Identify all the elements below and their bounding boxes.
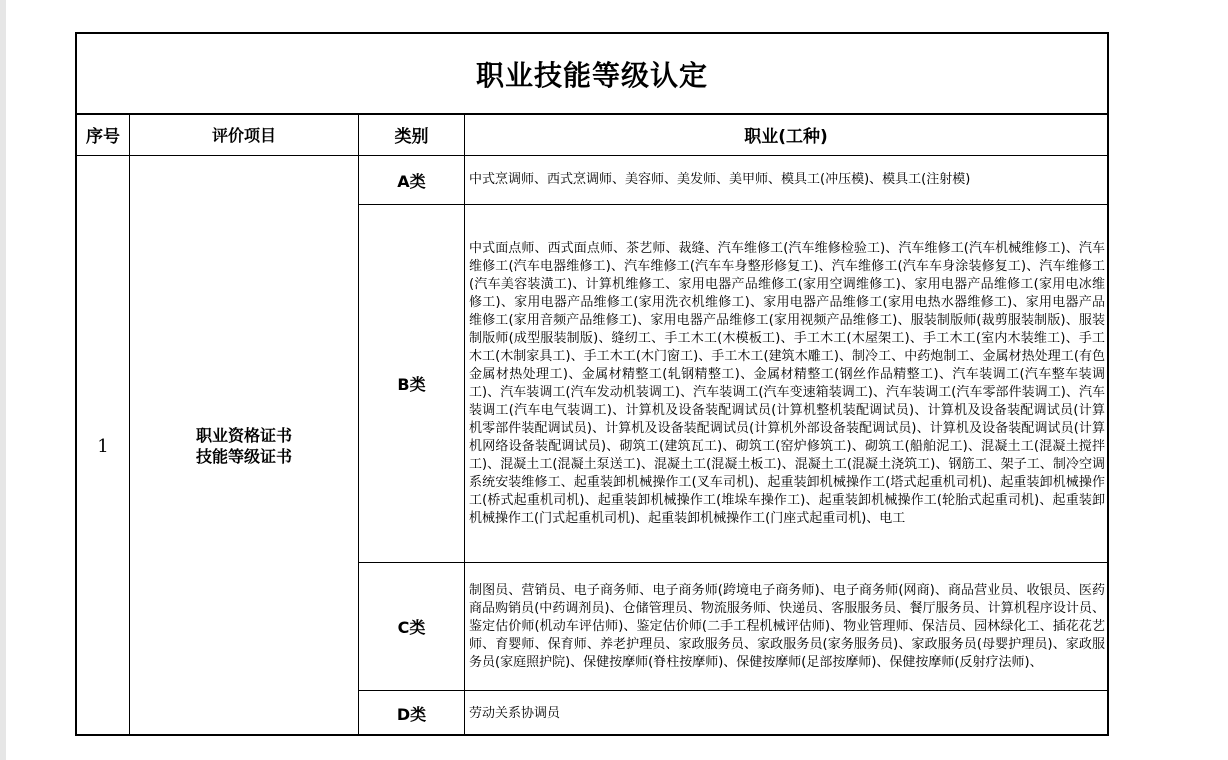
certificate-type bbox=[130, 156, 358, 736]
certificate-line-2: 技能等级证书 bbox=[195, 447, 292, 466]
category-a-occupations: 中式烹调师、西式烹调师、美容师、美发师、美甲师、模具工(冲压模)、模具工(注射模) bbox=[469, 172, 971, 187]
window-left-edge bbox=[0, 0, 6, 760]
category-d-occupations: 劳动关系协调员 bbox=[469, 705, 561, 721]
category-b-occupations: 中式面点师、西式面点师、茶艺师、裁缝、汽车维修工(汽车维修检验工)、汽车维修工(汽车机械维修工)、汽车维修工(汽车电器维修工)、汽车维修工(汽车车身整形修复工)、汽车维修工(汽车车身涂装修复工)、汽车维修工(汽车美容装潢工)、计算机维修工、家用电器产品维修工(家用空调维修工)、家用电器产品维修工(家用电冰维修工)、家用电器产品维修工(家用洗衣机维修工)、家用电器产品维修工(家用电热水器维修工)、家用电器产品维修工(家用音频产品维修工)、家用电器产品维修工(家用视频产品维修工)、服装制版师(裁剪服装制版)、服装制版师(成型服装制版)、缝纫工、手工木工(木模板工)、手工木工(木屋架工)、手工木工(室内木装维工)、手工木工(木制家具工)、手工木工(木门窗工)、手工木工(建筑木雕工)、制冷工、中药炮制工、金属材热处理工(有色金属材热处理工)、金属材精整工(轧钢精整工)、金属材精整工(钢丝作品精整工)、汽车装调工(汽车整车装调工)、汽车装调工(汽车发动机装调工)、汽车装调工(汽车变速箱装调工)、汽车装调工(汽车零部件装调工)、汽车装调工(汽车电气装调工)、计算机及设备装配调试员(计算机整机装配调试员)、计算机及设备装配调试员(计算机零部件装配调试员)、计算机及设备装配调试员(计算机外部设备装配调试员)、计算机及设备装配调试员(计算机网络设备装配调试员)、砌筑工(建筑瓦工)、砌筑工(窑炉修筑工)、砌筑工(船舶泥工)、混凝土工(混凝土搅拌工)、混凝土工(混凝土泵送工)、混凝土工(混凝土板工)、混凝土工(混凝土浇筑工)、钢筋工、架子工、制冷空调系统安装维修工、起重装卸机械操作工(叉车司机)、起重装卸机械操作工(塔式起重机司机)、起重装卸机械操作工(桥式起重机司机)、起重装卸机械操作工(堆垛车操作工)、起重装卸机械操作工(轮胎式起重司机)、起重装卸机械操作工(门式起重机司机)、起重装卸机械操作工(门座式起重司机)、电工 bbox=[469, 240, 1105, 526]
header-seq: 序号 bbox=[86, 127, 120, 147]
certificate-line-1: 职业资格证书 bbox=[195, 426, 292, 445]
category-c-label: C类 bbox=[397, 618, 426, 637]
certification-table bbox=[75, 32, 1109, 736]
header-occupation: 职业(工种) bbox=[744, 127, 828, 147]
page-title: 职业技能等级认定 bbox=[475, 59, 708, 92]
header-category: 类别 bbox=[394, 127, 429, 147]
category-c-occupations: 制图员、营销员、电子商务师、电子商务师(跨境电子商务师)、电子商务师(网商)、商品营业员、收银员、医药商品购销员(中药调剂员)、仓储管理员、物流服务师、快递员、客服服务员、餐厅服务员、计算机程序设计员、鉴定估价师(机动车评估师)、鉴定估价师(二手工程机械评估师)、物业管理师、保洁员、园林绿化工、插花花艺师、育婴师、保育师、养老护理员、家政服务员、家政服务员(家务服务员)、家政服务员(母婴护理员)、家政服务员(家庭照护院)、保健按摩师(脊柱按摩师)、保健按摩师(足部按摩师)、保健按摩师(反射疗法师)、 bbox=[469, 582, 1105, 670]
header-project: 评价项目 bbox=[211, 126, 276, 145]
row-seq: 1 bbox=[97, 435, 109, 457]
category-a-label: A类 bbox=[397, 171, 426, 191]
category-b-label: B类 bbox=[397, 375, 426, 394]
category-d-label: D类 bbox=[396, 705, 427, 724]
